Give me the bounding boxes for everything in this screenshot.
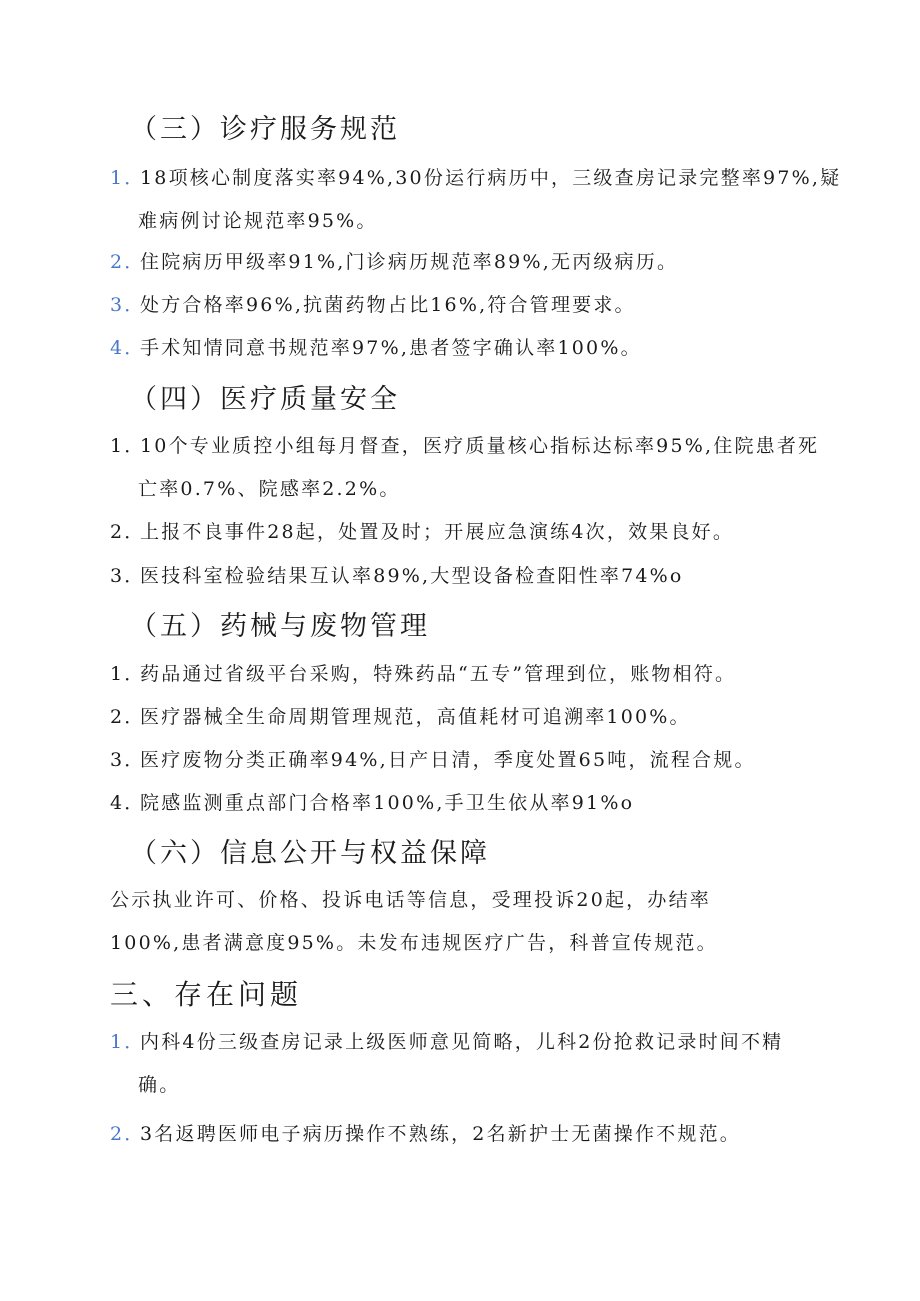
item-number: 1．	[110, 1031, 146, 1053]
item-text: 内科4份三级查房记录上级医师意见简略，儿科2份抢救记录时间不精	[140, 1031, 784, 1053]
item-text: 3名返聘医师电子病历操作不熟练，2名新护士无菌操作不规范。	[140, 1123, 741, 1145]
item-text: 10个专业质控小组每月督查，医疗质量核心指标达标率95%,住院患者死	[140, 435, 820, 457]
list-item	[110, 739, 810, 782]
list-item	[110, 696, 810, 739]
list-item	[110, 782, 810, 825]
section-heading-4: （四）医疗质量安全	[130, 384, 400, 415]
item-number: 3．	[110, 565, 146, 587]
item-number: 1．	[110, 167, 146, 189]
list-item	[110, 653, 810, 696]
item-number: 2．	[110, 706, 146, 728]
item-number: 2．	[110, 1123, 146, 1145]
item-text: 医疗器械全生命周期管理规范，高值耗材可追溯率100%。	[140, 706, 691, 728]
paragraph-line: 100%,患者满意度95%。未发布违规医疗广告，科普宣传规范。	[110, 932, 718, 954]
item-number: 2．	[110, 521, 146, 543]
list-item	[110, 511, 810, 554]
item-text: 医技科室检验结果互认率89%,大型设备检查阳性率74%o	[140, 565, 684, 587]
item-number: 4．	[110, 792, 146, 814]
item-text: 手术知情同意书规范率97%,患者签字确认率100%。	[140, 337, 642, 359]
section-heading-6: （六）信息公开与权益保障	[130, 838, 490, 869]
item-text-continued: 亡率0.7%、院感率2.2%。	[138, 478, 401, 500]
paragraph-line: 公示执业许可、价格、投诉电话等信息，受理投诉20起，办结率	[110, 889, 711, 911]
item-text: 18项核心制度落实率94%,30份运行病历中，三级查房记录完整率97%,疑	[140, 167, 842, 189]
item-text-continued: 确。	[138, 1074, 181, 1096]
list-item	[110, 1113, 810, 1156]
item-text: 药品通过省级平台采购，特殊药品“五专”管理到位，账物相符。	[140, 663, 737, 685]
item-text: 处方合格率96%,抗菌药物占比16%,符合管理要求。	[140, 294, 636, 316]
section-heading-3: （三）诊疗服务规范	[130, 114, 400, 145]
item-number: 1．	[110, 435, 146, 457]
chapter-heading: 三、存在问题	[110, 978, 303, 1011]
item-number: 4．	[110, 337, 146, 359]
item-text: 院感监测重点部门合格率100%,手卫生依从率91%o	[140, 792, 635, 814]
item-number: 3．	[110, 294, 146, 316]
item-number: 3．	[110, 749, 146, 771]
list-item	[110, 327, 810, 370]
list-item	[110, 157, 842, 243]
list-item	[110, 555, 810, 598]
paragraph	[110, 879, 810, 965]
item-text: 住院病历甲级率91%,门诊病历规范率89%,无丙级病历。	[140, 251, 679, 273]
list-item	[110, 425, 820, 511]
item-text: 上报不良事件28起，处置及时；开展应急演练4次，效果良好。	[140, 521, 735, 543]
item-text: 医疗废物分类正确率94%,日产日清，季度处置65吨，流程合规。	[140, 749, 756, 771]
item-number: 2．	[110, 251, 146, 273]
list-item	[110, 1021, 810, 1107]
list-item	[110, 241, 810, 284]
section-heading-5: （五）药械与废物管理	[130, 611, 430, 642]
item-text-continued: 难病例讨论规范率95%。	[138, 210, 378, 232]
item-number: 1．	[110, 663, 146, 685]
list-item	[110, 284, 810, 327]
